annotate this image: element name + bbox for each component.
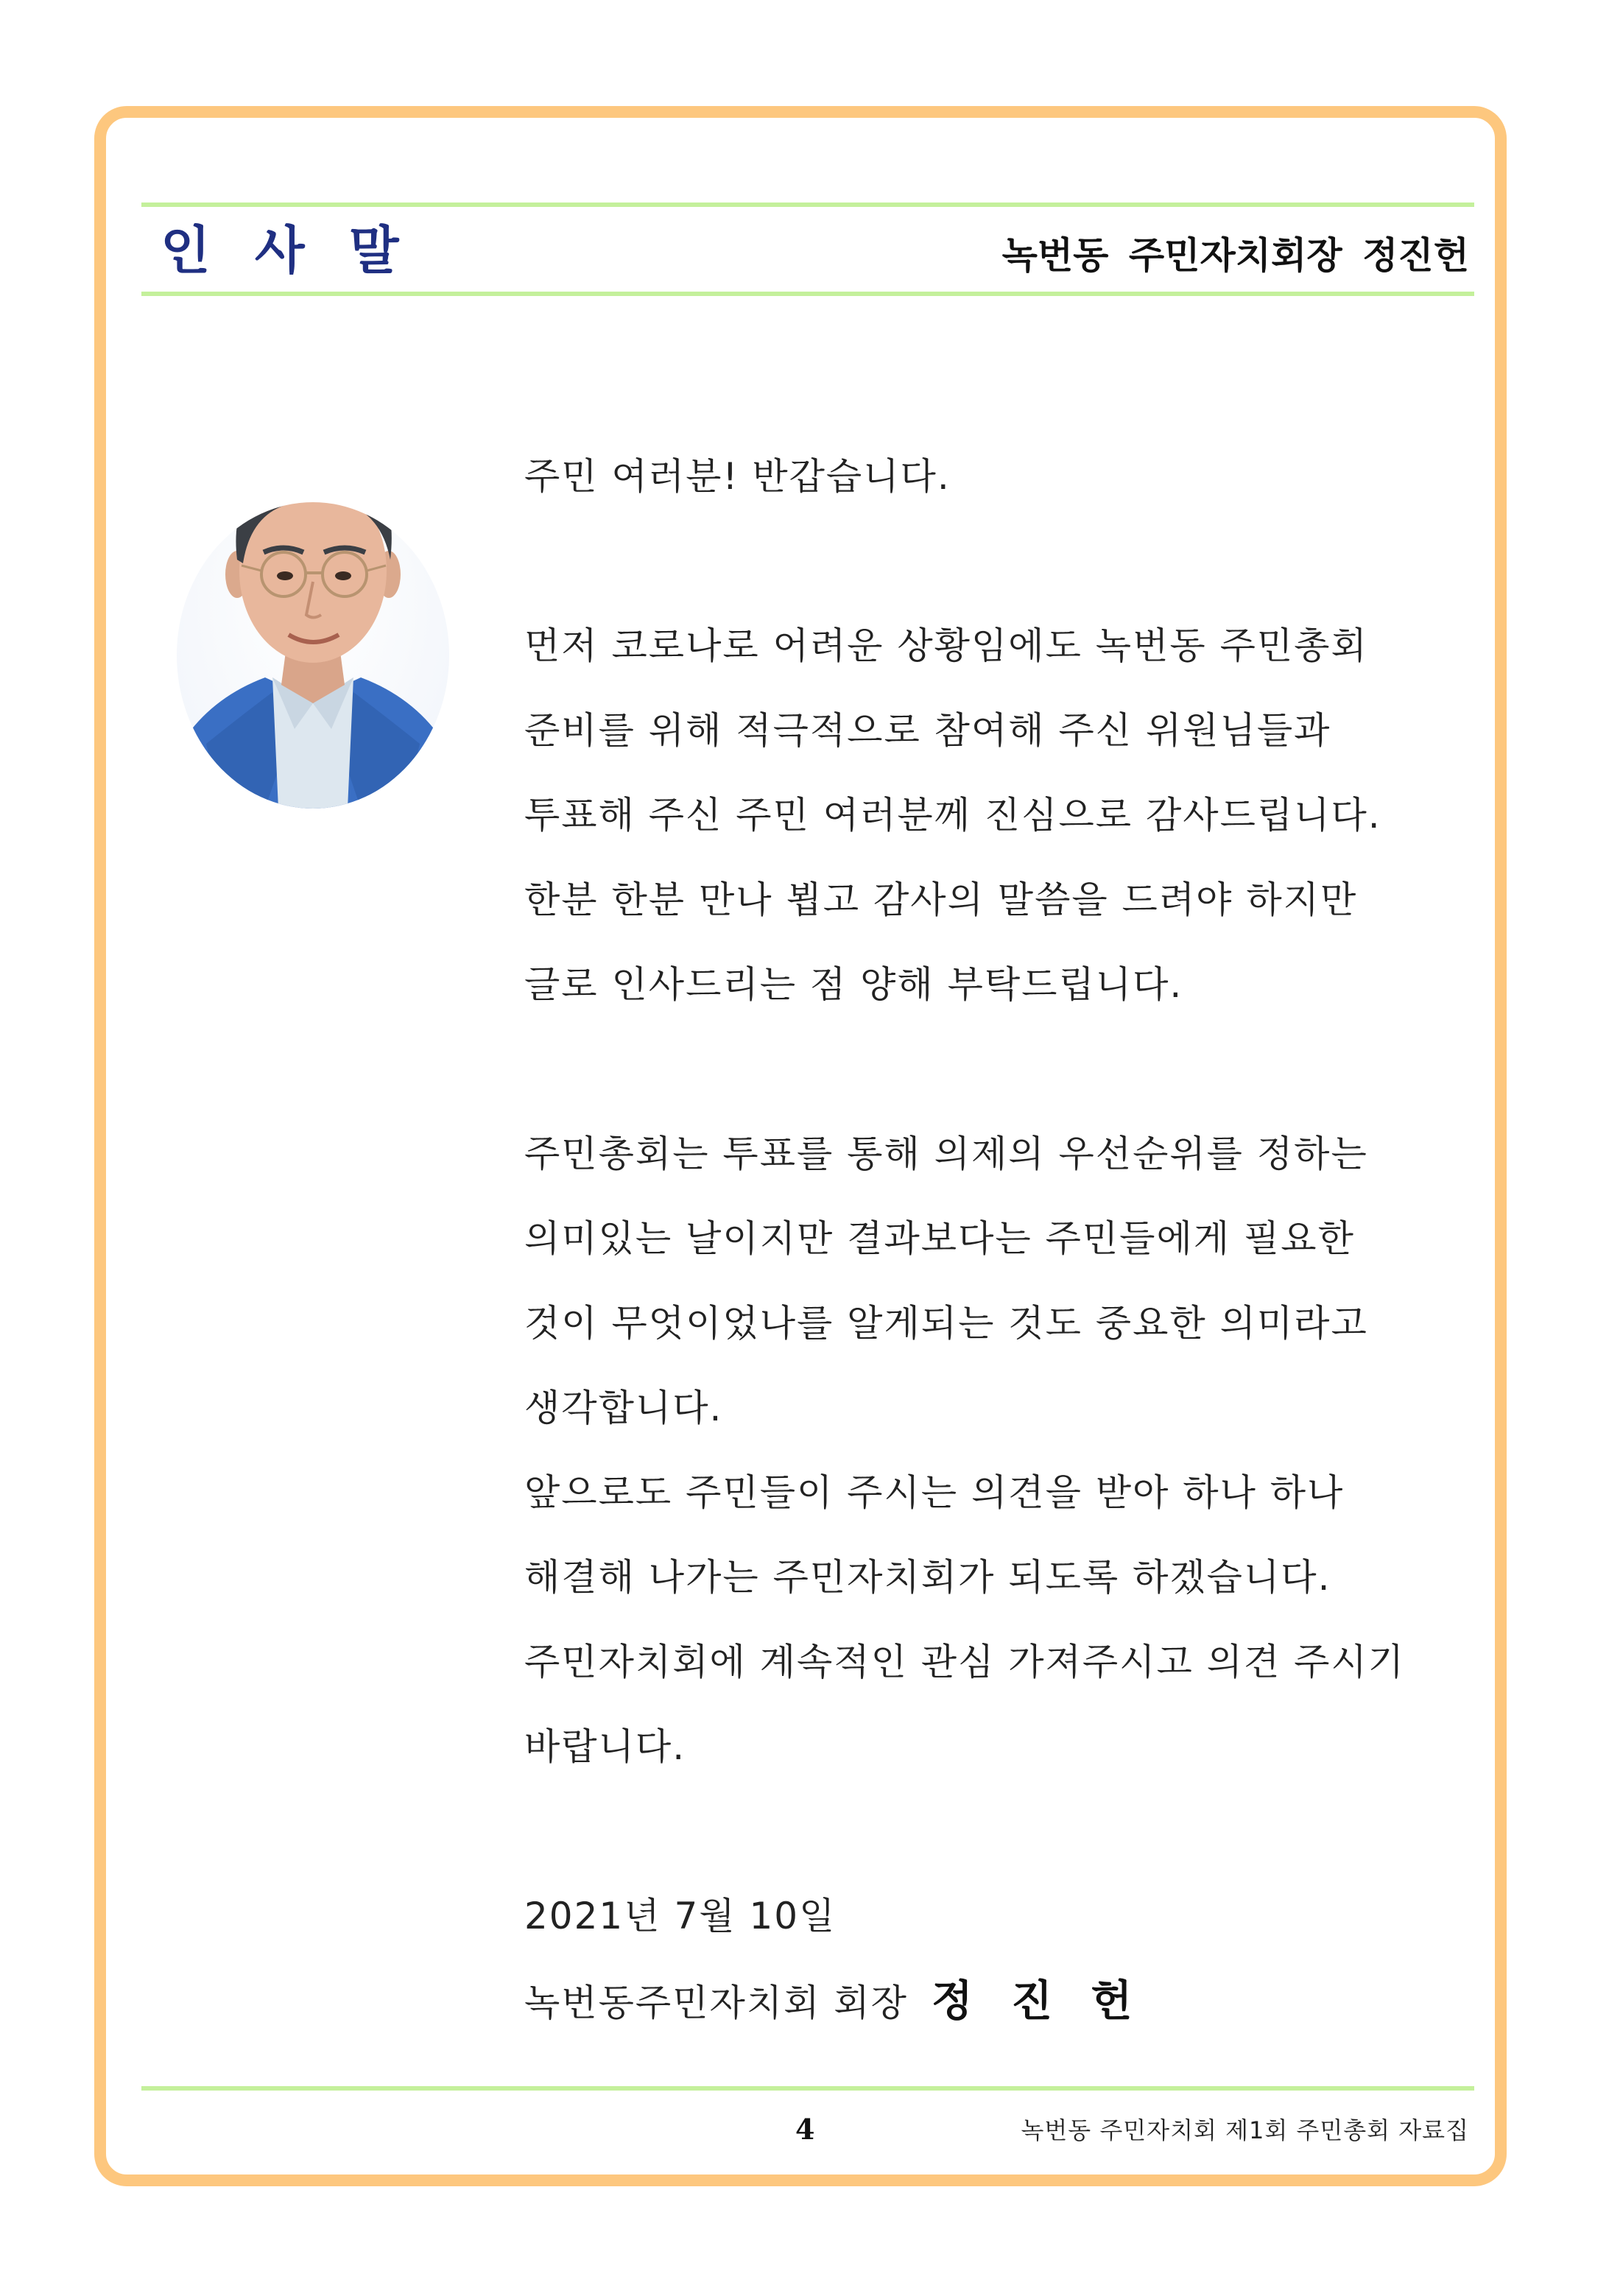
header-rule-top: [141, 203, 1474, 207]
letter-line: 의미있는 날이지만 결과보다는 주민들에게 필요한: [524, 1217, 1355, 1260]
chairman-portrait: [177, 434, 449, 809]
letter-line: 먼저 코로나로 어려운 상황임에도 녹번동 주민총회: [524, 624, 1368, 667]
letter-line: 생각합니다.: [524, 1387, 723, 1429]
header-author: 녹번동 주민자치회장 정진헌: [1001, 234, 1469, 277]
signature-org: 녹번동주민자치회 회장: [524, 1982, 908, 2024]
header-rule-bottom: [141, 292, 1474, 296]
page-number: 4: [795, 2113, 815, 2146]
letter-line: 것이 무엇이었나를 알게되는 것도 중요한 의미라고: [524, 1302, 1368, 1345]
letter-line: 주민자치회에 계속적인 관심 가져주시고 의견 주시기: [524, 1641, 1406, 1683]
letter-date: 2021년 7월 10일: [524, 1895, 837, 1937]
letter-line: 투표해 주신 주민 여러분께 진심으로 감사드립니다.: [524, 794, 1381, 837]
footer-rule: [141, 2086, 1474, 2091]
signature-line: [524, 1959, 1467, 2046]
signature-name: 정 진 헌: [931, 1976, 1144, 2026]
letter-greeting: 주민 여러분! 반갑습니다.: [524, 455, 951, 498]
letter-line: 앞으로도 주민들이 주시는 의견을 받아 하나 하나: [524, 1471, 1345, 1514]
letter-line: 준비를 위해 적극적으로 참여해 주신 위원님들과: [524, 709, 1331, 752]
footer-document-title: 녹번동 주민자치회 제1회 주민총회 자료집: [1021, 2116, 1469, 2144]
letter-line: 한분 한분 만나 뵙고 감사의 말씀을 드려야 하지만: [524, 878, 1358, 921]
page-title: 인 사 말: [161, 220, 412, 281]
letter-line: 주민총회는 투표를 통해 의제의 우선순위를 정하는: [524, 1133, 1368, 1175]
letter-line: 바랍니다.: [524, 1725, 686, 1768]
letter-line: 해결해 나가는 주민자치회가 되도록 하겠습니다.: [524, 1556, 1331, 1599]
letter-line: 글로 인사드리는 점 양해 부탁드립니다.: [524, 963, 1183, 1006]
letter-body: [524, 434, 1467, 2046]
